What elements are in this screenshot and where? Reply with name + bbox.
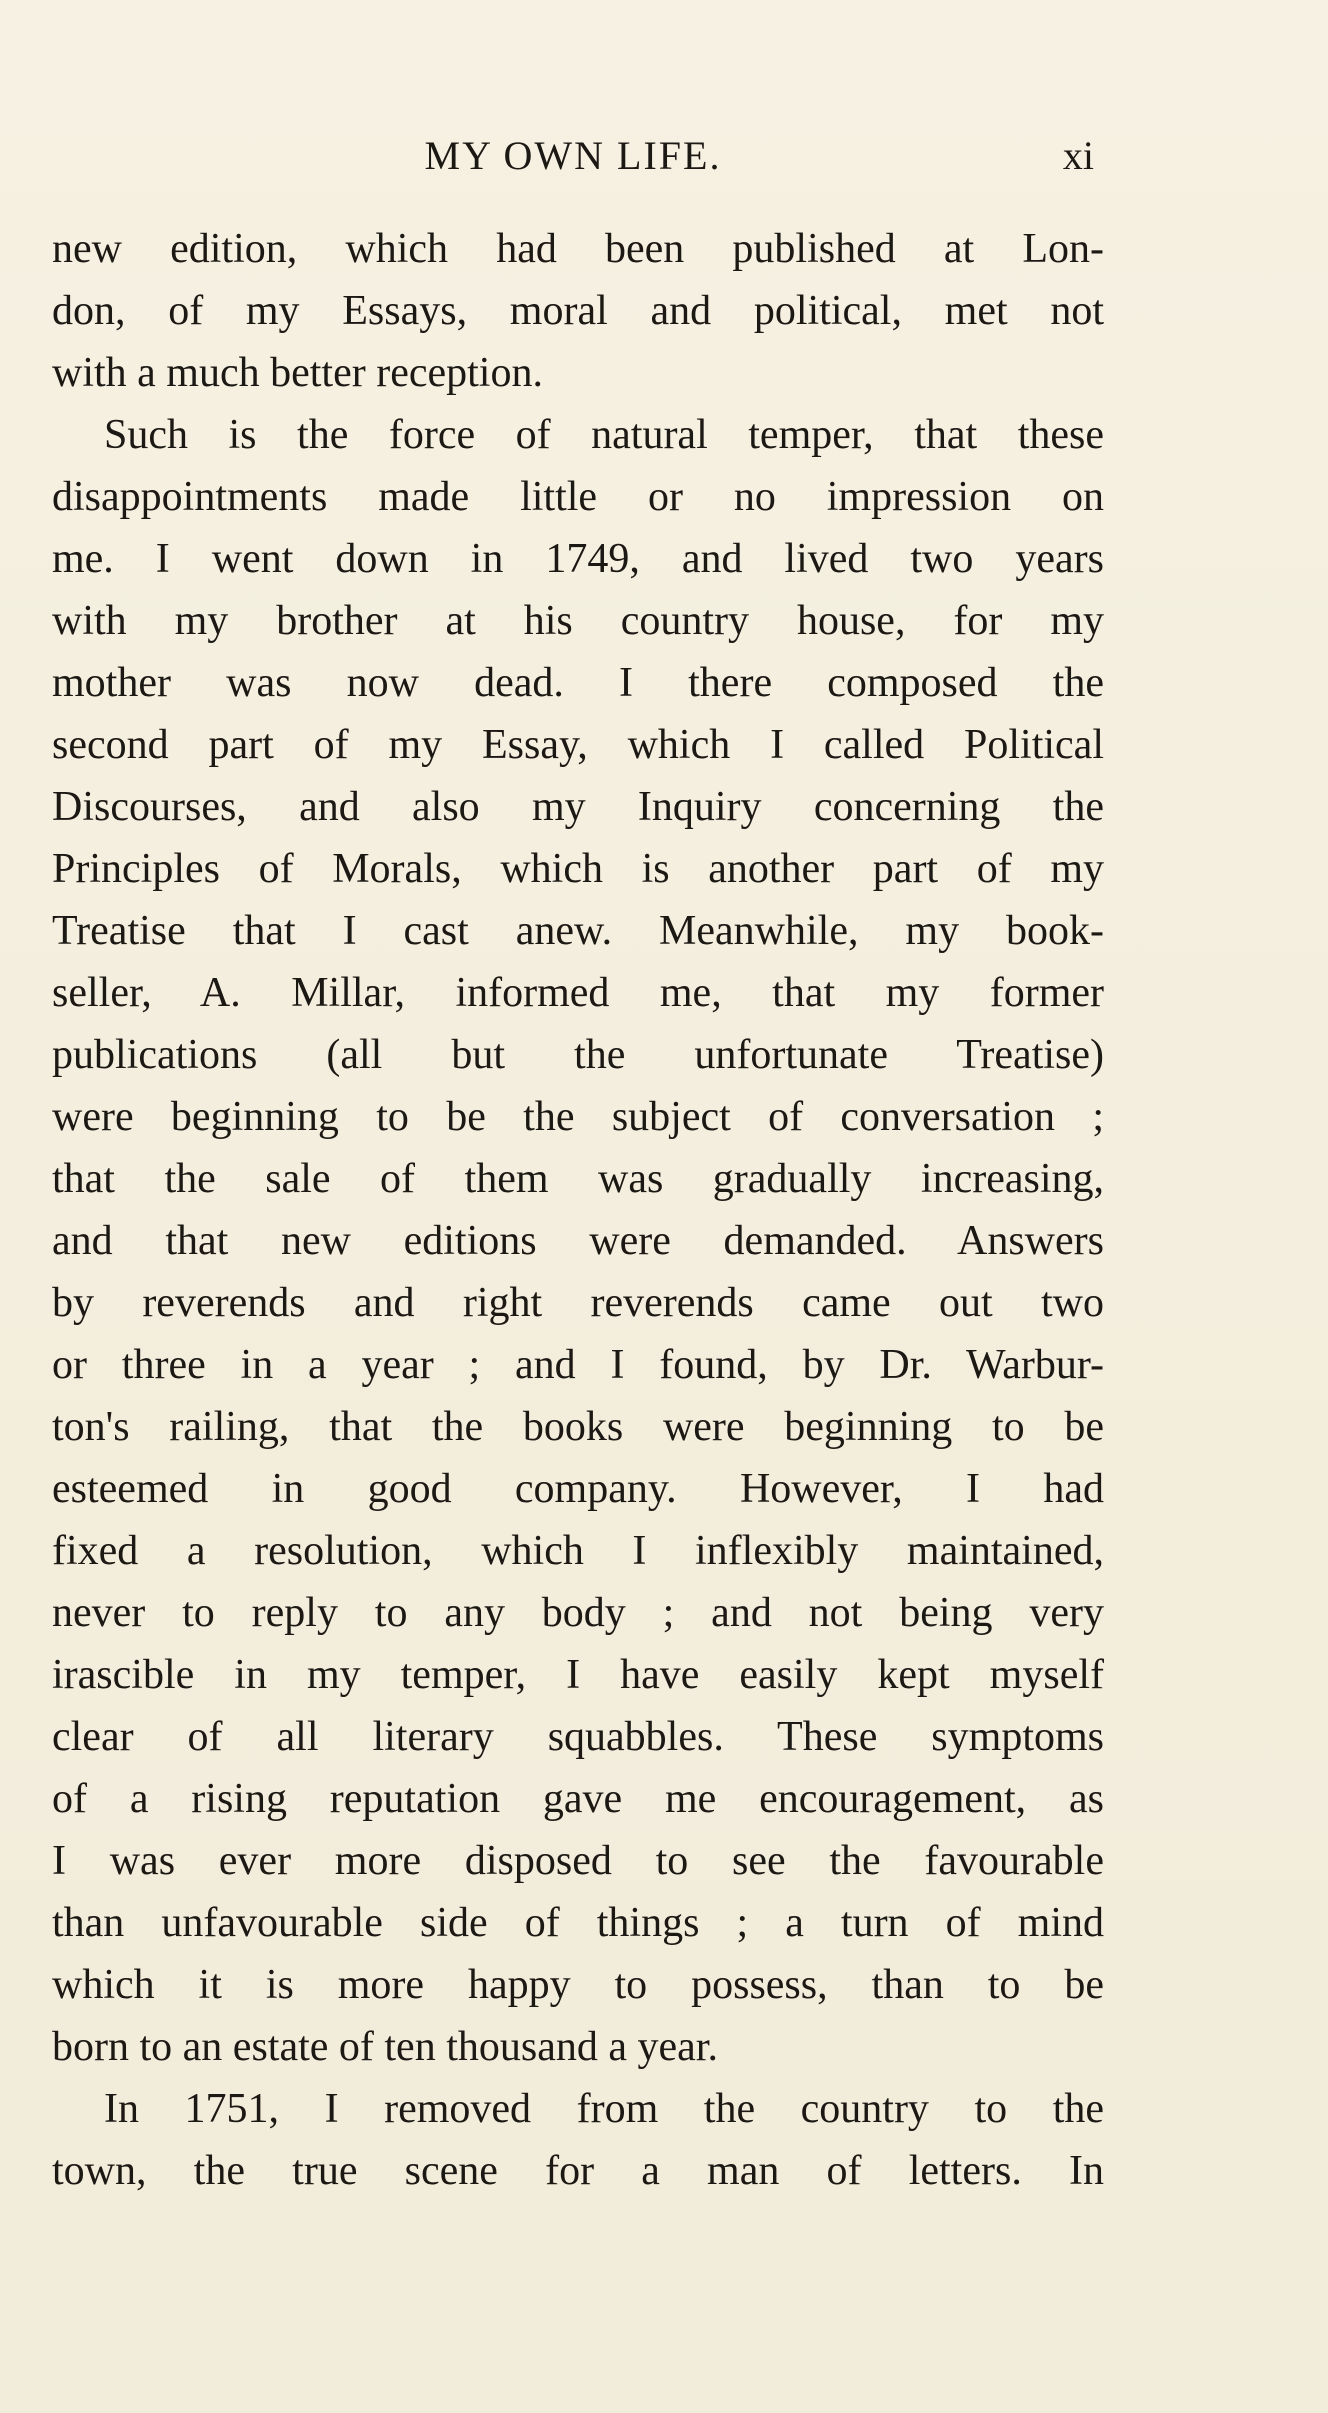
text-line: Principles of Morals, which is another part of my [52, 846, 1104, 892]
text-line: I was ever more disposed to see the favourable [52, 1838, 1104, 1884]
text-line: clear of all literary squabbles. These symptoms [52, 1714, 1104, 1760]
text-line: born to an estate of ten thousand a year. [52, 2024, 718, 2070]
text-line: publications (all but the unfortunate Treatise) [52, 1032, 1104, 1078]
text-line: irascible in my temper, I have easily kept myself [52, 1652, 1104, 1698]
text-line: of a rising reputation gave me encouragement, as [52, 1776, 1104, 1822]
text-line: mother was now dead. I there composed the [52, 660, 1104, 706]
text-line: that the sale of them was gradually increasing, [52, 1156, 1104, 1202]
paragraph-start-line: Such is the force of natural temper, that these [104, 412, 1104, 458]
page-number: xi [1062, 133, 1094, 178]
running-head [52, 128, 1094, 184]
text-line: second part of my Essay, which I called Political [52, 722, 1104, 768]
text-line: seller, A. Millar, informed me, that my former [52, 970, 1104, 1016]
text-line: esteemed in good company. However, I had [52, 1466, 1104, 1512]
text-line: than unfavourable side of things ; a turn of mind [52, 1900, 1104, 1946]
text-line: Discourses, and also my Inquiry concerning the [52, 784, 1104, 830]
text-line: with my brother at his country house, for my [52, 598, 1104, 644]
paragraph-start-line: In 1751, I removed from the country to the [104, 2086, 1104, 2132]
text-line: town, the true scene for a man of letters. In [52, 2148, 1104, 2194]
running-title: MY OWN LIFE. [424, 133, 722, 178]
text-line: were beginning to be the subject of conversation ; [52, 1094, 1104, 1140]
text-line: fixed a resolution, which I inflexibly maintained, [52, 1528, 1104, 1574]
body-text [52, 218, 1104, 2202]
text-line: which it is more happy to possess, than to be [52, 1962, 1104, 2008]
text-line: never to reply to any body ; and not being very [52, 1590, 1104, 1636]
text-line: and that new editions were demanded. Answers [52, 1218, 1104, 1264]
text-line: Treatise that I cast anew. Meanwhile, my book- [52, 908, 1104, 954]
text-line: don, of my Essays, moral and political, met not [52, 288, 1104, 334]
text-line: me. I went down in 1749, and lived two years [52, 536, 1104, 582]
text-line: with a much better reception. [52, 350, 543, 396]
text-line: disappointments made little or no impression on [52, 474, 1104, 520]
text-line: or three in a year ; and I found, by Dr. Warbur- [52, 1342, 1104, 1388]
text-line: by reverends and right reverends came out two [52, 1280, 1104, 1326]
text-line: new edition, which had been published at Lon- [52, 226, 1104, 272]
text-line: ton's railing, that the books were beginning to be [52, 1404, 1104, 1450]
